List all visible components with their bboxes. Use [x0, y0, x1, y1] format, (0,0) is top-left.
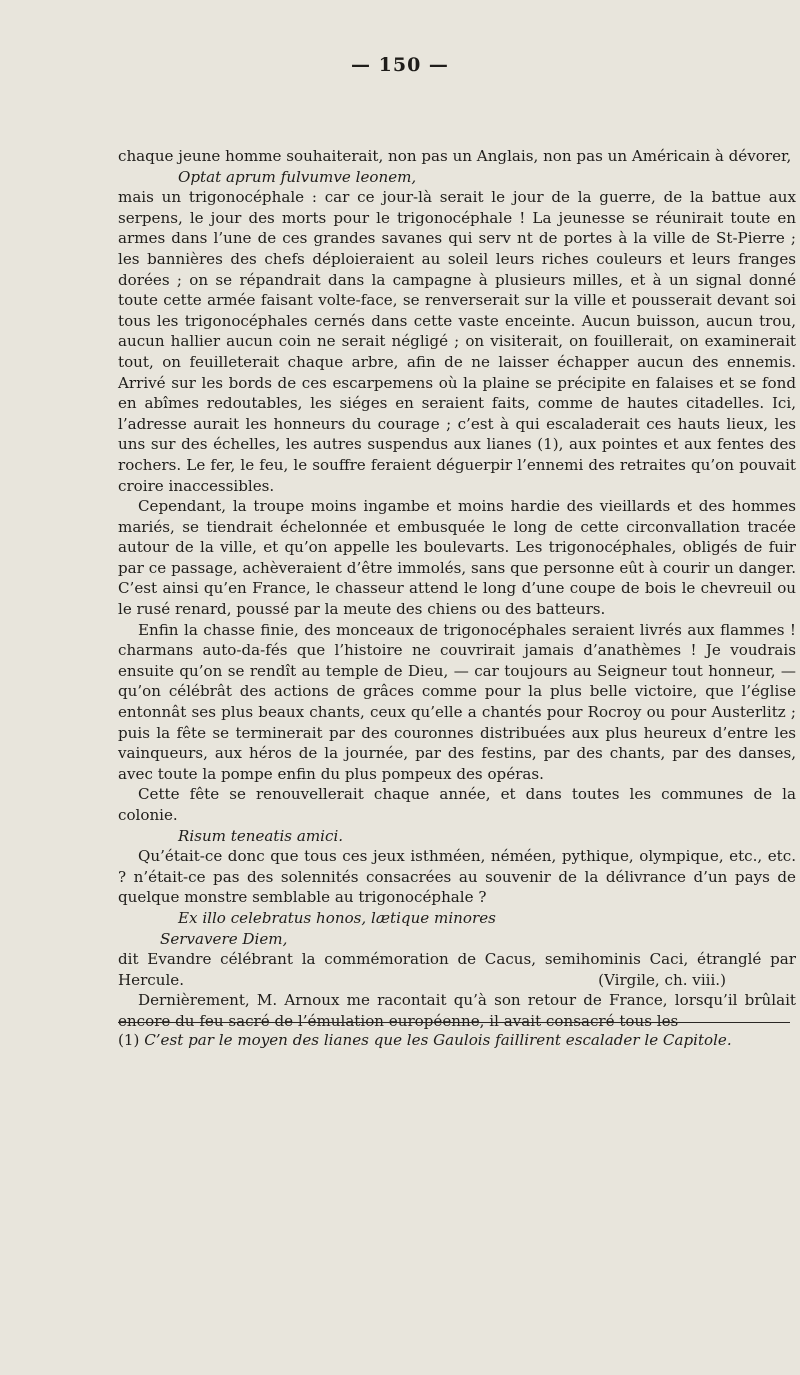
latin-verse: Ex illo celebratus honos, lætique minores	[178, 908, 496, 927]
paragraph: Enfin la chasse finie, des monceaux de trigonocéphales seraient livrés aux flammes ! charmans auto-da-fés que l’histoire ne couvrirait jamais d’anathèmes ! Je voudrais ensuite qu’on se rendît au temple de Dieu, — car toujours au Seigneur tout honneur, — qu’on célébrât des actions de grâces comme pour la plus belle victoire, que l’église entonnât ses plus beaux chants, ceux qu’elle a chantés pour Rocroy ou pour Austerlitz ; puis la fête se terminerait par des couronnes distribuées aux plus heureux d’entre les vainqueurs, aux héros de la journée, par des festins, par des chants, par des danses, avec toute la pompe enfin du plus pompeux des opéras.	[118, 620, 796, 783]
paragraph: mais un trigonocéphale : car ce jour-là serait le jour de la guerre, de la battue aux serpens, le jour des morts pour le trigonocéphale ! La jeunesse se réunirait toute en armes dans l’une de ces grandes savanes qui serv nt de portes à la ville de St-Pierre ; les bannières des chefs déploieraient au soleil leurs riches couleurs et leurs franges dorées ; on se répandrait dans la campagne à plusieurs milles, et à un signal donné toute cette armée faisant volte-face, se renverserait sur la ville et pousserait devant soi tous les trigonocéphales cernés dans cette vaste enceinte. Aucun buisson, aucun trou, aucun hallier aucun coin ne serait négligé ; on visiterait, on fouillerait, on examinerait tout, on feuilleterait chaque arbre, afin de ne laisser échapper aucun des ennemis. Arrivé sur les bords de ces escarpemens où la plaine se précipite en falaises et se fond en abîmes redoutables, les siéges en seraient faits, comme de hautes citadelles. Ici, l’adresse aurait les honneurs du courage ; c’est à qui escaladerait ces hauts lieux, les uns sur des échelles, les autres suspendus aux lianes (1), aux pointes et aux fentes des rochers. Le fer, le feu, le souffre feraient déguerpir l’ennemi des retraites qu’on pouvait croire inaccessibles.	[118, 188, 796, 495]
paragraph: Cependant, la troupe moins ingambe et moins hardie des vieillards et des hommes mariés, se tiendrait échelonnée et embusquée le long de cette circonvallation tracée autour de la ville, et qu’on appelle les boulevarts. Les trigonocéphales, obligés de fuir par ce passage, achèveraient d’être immolés, sans que personne eût à courir un danger. C’est ainsi qu’en France, le chasseur attend le long d’une coupe de bois le chevreuil ou le rusé renard, poussé par la meute des chiens ou des batteurs.	[118, 497, 796, 619]
footnote-rule	[118, 1022, 790, 1023]
paragraph-opening: chaque jeune homme souhaiterait, non pas un Anglais, non pas un Américain à dévorer,	[118, 147, 792, 165]
footnote-marker: (1)	[118, 1031, 140, 1049]
main-text	[118, 146, 796, 1032]
paragraph	[118, 949, 796, 990]
page-number: — 150 —	[351, 54, 449, 76]
footnote-text: C’est par le moyen des lianes que les Gaulois faillirent escalader le Capitole.	[144, 1031, 732, 1049]
latin-verse: Optat aprum fulvumve leonem,	[178, 167, 417, 186]
latin-verse: Risum teneatis amici.	[178, 826, 344, 845]
footnote	[118, 1030, 790, 1051]
paragraph: Qu’était-ce donc que tous ces jeux isthméen, néméen, pythique, olympique, etc., etc. ? n’était-ce pas des solennités consacrées au souvenir de la délivrance d’un pays de quelque monstre semblable au trigonocéphale ?	[118, 847, 796, 907]
paragraph: Cette fête se renouvellerait chaque année, et dans toutes les communes de la colonie.	[118, 785, 796, 824]
latin-verse: Servavere Diem,	[160, 929, 288, 948]
source-citation: (Virgile, ch. viii.)	[598, 970, 726, 989]
paragraph: Dernièrement, M. Arnoux me racontait qu’à son retour de France, lorsqu’il brûlait encore du feu sacré de l’émulation européenne, il avait consacré tous les	[118, 991, 796, 1030]
paragraph-text: dit Evandre célébrant la commémoration de Cacus, semihominis Caci, étranglé par Hercule.	[118, 950, 796, 989]
